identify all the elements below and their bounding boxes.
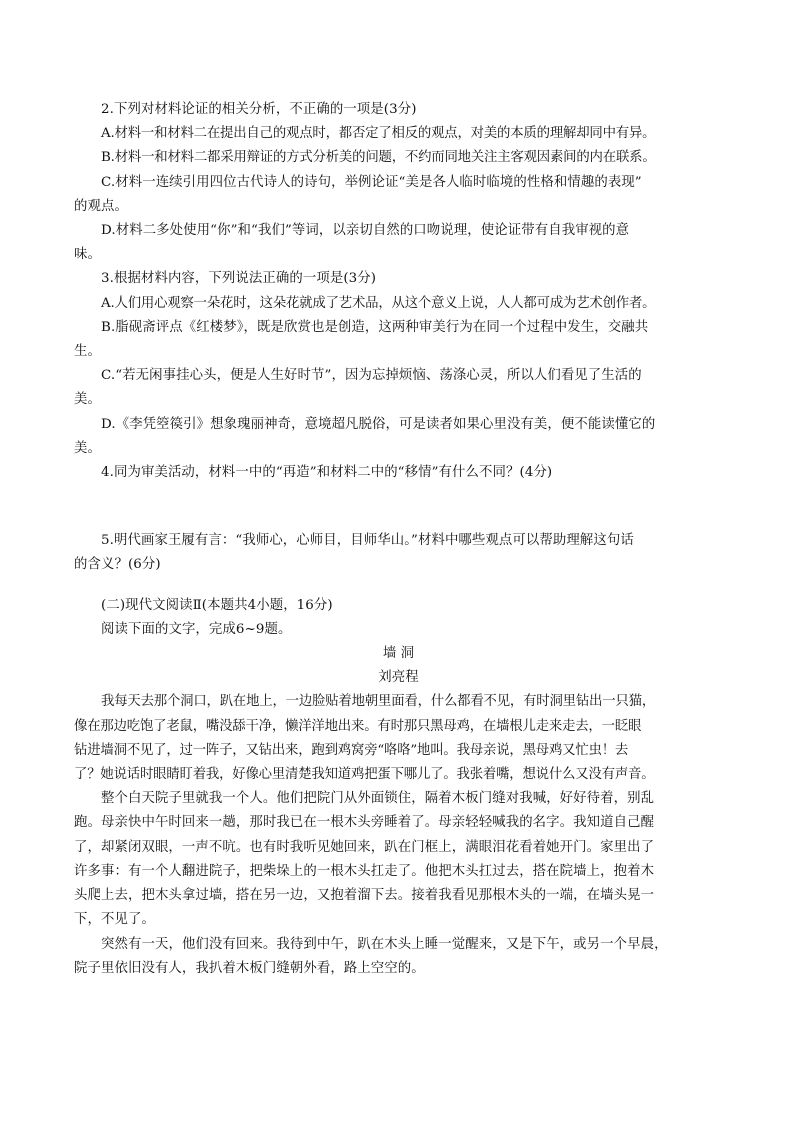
q5-stem: 5.明代画家王履有言：“我师心，心师目，目师华山。”材料中哪些观点可以帮助理解这句话 [101,533,634,549]
section-instruction: 阅读下面的文字，完成6~9题。 [101,621,292,637]
exam-page [74,98,723,981]
q2-option-b: B.材料一和材料二都采用辩证的方式分析美的问题，不约而同地关注主客观因素间的内在联系。 [101,150,656,166]
q4-stem: 4.同为审美活动，材料一中的“再造”和材料二中的“移情”有什么不同？(4分) [101,465,553,481]
story-p2-line1: 整个白天院子里就我一个人。他们把院门从外面锁住，隔着木板门缝对我喊，好好待着，别乱 [101,791,655,807]
story-p1-line1: 我每天去那个洞口，趴在地上，一边脸贴着地朝里面看，什么都看不见，有时洞里钻出一只猫， [101,694,656,710]
q3-option-d-continued: 美。 [74,440,101,456]
q3-option-c: C.“若无闲事挂心头，便是人生好时节”，因为忘掉烦恼、荡涤心灵，所以人们看见了生活的 [101,368,642,384]
story-p3-line2: 院子里依旧没有人，我扒着木板门缝朝外看，路上空空的。 [74,960,425,976]
q3-option-b-continued: 生。 [74,344,101,360]
section-heading: (二)现代文阅读Ⅱ(本题共4小题，16分) [101,597,333,613]
story-p1-line3: 钻进墙洞不见了，过一阵子，又钻出来，跑到鸡窝旁“咯咯”地叫。我母亲说，黑母鸡又忙虫！去 [74,742,629,758]
q3-stem: 3.根据材料内容，下列说法正确的一项是(3分) [101,271,377,287]
q3-option-b: B.脂砚斋评点《红楼梦》，既是欣赏也是创造，这两种审美行为在同一个过程中发生，交融共 [101,319,649,335]
story-p1-line4: 了？她说话时眼睛盯着我，好像心里清楚我知道鸡把蛋下哪儿了。我张着嘴，想说什么又没有声音。 [74,767,655,783]
story-p2-line6: 下，不见了。 [74,912,155,928]
q2-option-d-continued: 味。 [74,247,101,263]
q3-option-d: D.《李凭箜篌引》想象瑰丽神奇，意境超凡脱俗，可是读者如果心里没有美，便不能读懂它的 [101,416,656,432]
story-p3-line1: 突然有一天，他们没有回来。我待到中午，趴在木头上睡一觉醒来，又是下午，或另一个早晨， [101,936,668,952]
story-p2-line2: 跑。母亲快中午时回来一趟，那时我已在一根木头旁睡着了。母亲轻轻喊我的名字。我知道自己醒 [74,815,655,831]
q2-option-a: A.材料一和材料二在提出自己的观点时，都否定了相反的观点，对美的本质的理解却同中有异。 [101,126,656,142]
story-p2-line4: 许多事：有一个人翻进院子，把柴垛上的一根木头扛走了。他把木头扛过去，搭在院墙上，抱着木 [74,863,655,879]
story-p1-line2: 像在那边吃饱了老鼠，嘴没舔干净，懒洋洋地出来。有时那只黑母鸡，在墙根儿走来走去，一眨眼 [74,718,642,734]
q2-option-d: D.材料二多处使用“你”和“我们”等词，以亲切自然的口吻说理，使论证带有自我审视的意 [101,223,630,239]
story-title: 墙 洞 [382,646,415,662]
story-p2-line3: 了，却紧闭双眼，一声不吭。也有时我听见她回来，趴在门框上，满眼泪花看着她开门。家里出了 [74,839,655,855]
q2-option-c-continued: 的观点。 [74,198,128,214]
q3-option-c-continued: 美。 [74,392,101,408]
answer-space [101,485,723,529]
q2-option-c: C.材料一连续引用四位古代诗人的诗句，举例论证“美是各人临时临境的性格和情趣的表现” [101,174,642,190]
q2-stem: 2.下列对材料论证的相关分析，不正确的一项是(3分) [101,102,417,117]
q5-stem-continued: 的含义？(6分) [74,557,161,573]
story-p2-line5: 头爬上去，把木头拿过墙，搭在另一边，又抱着溜下去。接着我看见那根木头的一端，在墙头晃一 [74,888,655,904]
section-gap [101,578,723,594]
story-author: 刘亮程 [378,670,419,686]
q3-option-a: A.人们用心观察一朵花时，这朵花就成了艺术品，从这个意义上说，人人都可成为艺术创作者。 [101,295,656,311]
